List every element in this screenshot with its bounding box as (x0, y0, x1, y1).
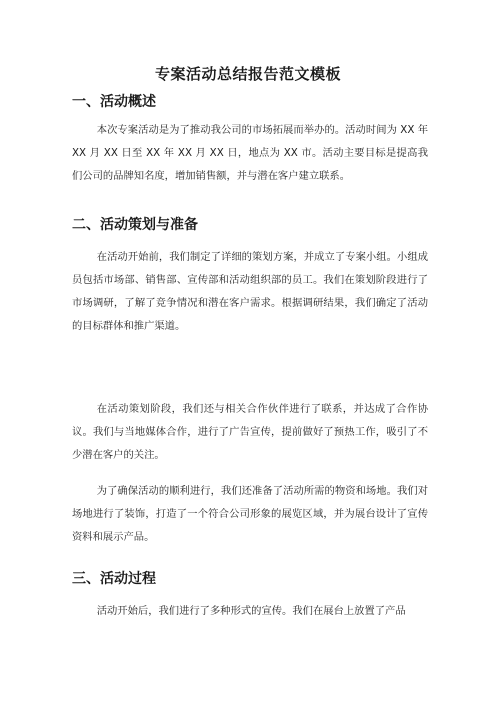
paragraph-overview: 本次专案活动是为了推动我公司的市场拓展而举办的。活动时间为 XX 年 XX 月 XX 日至 XX 年 XX 月 XX 日，地点为 XX 市。活动主要目标是提高我们公司的品牌知名度，增加销售额，并与潜在客户建立联系。 (72, 124, 428, 182)
section-heading-process: 三、活动过程 (72, 571, 156, 587)
paragraph-planning-3: 为了确保活动的顺利进行，我们还准备了活动所需的物资和场地。我们对场地进行了装饰，打造了一个符合公司形象的展览区域，并为展台设计了宣传资料和展示产品。 (72, 485, 428, 543)
document-title: 专案活动总结报告范文模板 (154, 65, 341, 83)
paragraph-planning-2: 在活动策划阶段，我们还与相关合作伙伴进行了联系，并达成了合作协议。我们与当地媒体合作，进行了广告宣传，提前做好了预热工作，吸引了不少潜在客户的关注。 (72, 403, 428, 461)
paragraph-process-1: 活动开始后，我们进行了多种形式的宣传。我们在展台上放置了产品 (96, 605, 406, 617)
section-heading-overview: 一、活动概述 (72, 94, 156, 110)
paragraph-planning-1: 在活动开始前，我们制定了详细的策划方案，并成立了专案小组。小组成员包括市场部、销售部、宣传部和活动组织部的员工。我们在策划阶段进行了市场调研，了解了竞争情况和潜在客户需求。根据调研结果，我们确定了活动的目标群体和推广渠道。 (72, 251, 428, 332)
section-heading-planning: 二、活动策划与准备 (72, 217, 198, 233)
